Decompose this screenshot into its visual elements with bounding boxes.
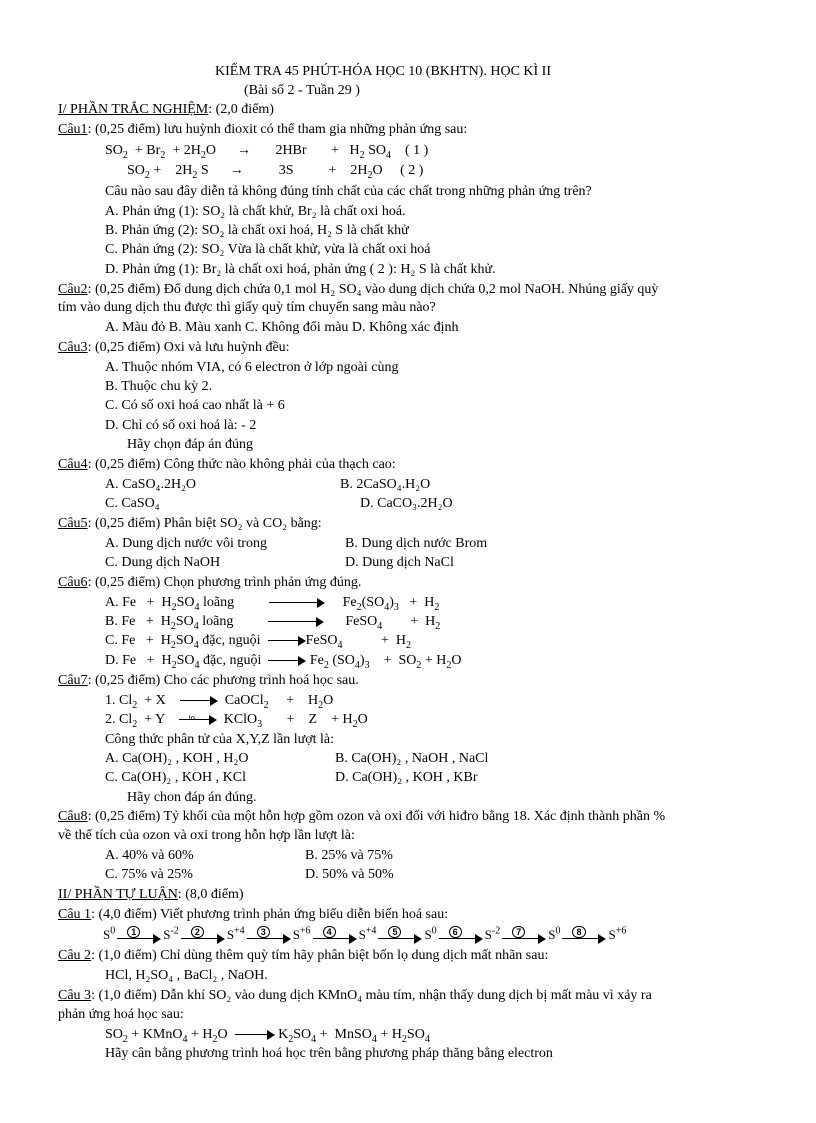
e3-equation: $SO_2$ + KMnO$_4$ + $H_2O$ $K_2SO_4$ + MnSO$_4$ + $H_2SO_4$ bbox=[105, 1027, 430, 1045]
e3-text-cont: phản ứng hoá học sau: bbox=[58, 1007, 184, 1022]
q3-label: Câu3 bbox=[58, 340, 88, 355]
q5-label: Câu5 bbox=[58, 516, 88, 531]
q7-instruction: Hãy chon đáp án đúng. bbox=[127, 790, 257, 805]
q4-option-a: A. CaSO₄.2H₂O bbox=[105, 477, 197, 492]
q8-label: Câu8 bbox=[58, 809, 88, 824]
q1-option-c: C. Phản ứng (2): SO₂ Vừa là chất khử, vừa là chất oxi hoá bbox=[105, 242, 431, 257]
part1-title: I/ PHẦN TRẮC NGHIỆM bbox=[58, 102, 209, 117]
q8-option-d: D. 50% và 50% bbox=[305, 867, 394, 882]
q1-stem bbox=[58, 121, 467, 139]
q5-text: : (0,25 điểm) Phân biệt SO₂ và CO₂ bằng: bbox=[87, 516, 322, 531]
q8-option-a: A. 40% và 60% bbox=[105, 848, 194, 863]
q5-stem bbox=[58, 515, 322, 533]
e2-text: : (1,0 điểm) Chỉ dùng thêm quỳ tím hãy phân biệt bốn lọ dung dịch mất nhãn sau: bbox=[91, 948, 549, 963]
e1-label: Câu 1 bbox=[58, 907, 92, 922]
e3-stem bbox=[58, 987, 652, 1005]
q7-option-a: A. Ca(OH)₂ , KOH , H₂O bbox=[105, 751, 249, 766]
q6-label: Câu6 bbox=[58, 575, 88, 590]
q8-text: : (0,25 điểm) Tỷ khối của một hỗn hợp gồm ozon và oxi đối với hiđro bằng 18. Xác định thành phần % bbox=[87, 809, 666, 824]
test-subtitle: (Bài số 2 - Tuần 29 ) bbox=[244, 83, 360, 98]
q6-option-c: C. $Fe + H_2SO_4$ đặc, nguội FeSO$_4$ + $H_2$ bbox=[105, 633, 411, 651]
q3-option-c: C. Có số oxi hoá cao nhất là + 6 bbox=[105, 398, 285, 413]
q6-text: : (0,25 điểm) Chọn phương trình phản ứng đúng. bbox=[87, 575, 362, 590]
q1-option-d: D. Phản ứng (1): Br₂ là chất oxi hoá, phản ứng ( 2 ): H₂ S là chất khử. bbox=[105, 262, 496, 277]
e3-instruction: Hãy cân bằng phương trình hoá học trên bằng phương pháp thăng bằng electron bbox=[105, 1046, 553, 1061]
e1-stem bbox=[58, 906, 448, 924]
q3-instruction: Hãy chọn đáp án đúng bbox=[127, 437, 253, 452]
e2-list: HCl, H₂SO₄ , BaCl₂ , NaOH. bbox=[105, 968, 268, 983]
q7-text: : (0,25 điểm) Cho các phương trình hoá học sau. bbox=[87, 673, 359, 688]
q1-reaction-1: $SO_2 + Br_2 + 2H_2O$ → 2HBr + $H_2$ $SO_4$ ( 1 ) bbox=[105, 143, 429, 161]
q8-text-cont: về thể tích của ozon và oxi trong hỗn hợp lần lượt là: bbox=[58, 828, 355, 843]
e1-conversion-chain: $S^0$ 1 $S^{-2}$ 2 $S^{+4}$ 3 $S^{+6}$ 4 $S^{+4}$ 5 $S^0$ 6 $S^{-2}$ 7 $S^0$ 8 $S^{+6}$ bbox=[103, 925, 627, 942]
q4-option-d: D. CaCO₃.2H₂O bbox=[360, 496, 453, 511]
q7-equation-2: 2. $Cl_2 + Y$ to KClO$_3$ + Z + $H_2O$ bbox=[105, 712, 368, 730]
e1-text: : (4,0 điểm) Viết phương trình phản ứng biểu diễn biến hoá sau: bbox=[91, 907, 449, 922]
part2-heading bbox=[58, 886, 244, 904]
q6-stem bbox=[58, 574, 361, 592]
q4-option-b: B. 2CaSO₄.H₂O bbox=[340, 477, 431, 492]
q7-equation-1: 1. $Cl_2 + X$ CaOCl$_2$ + $H_2O$ bbox=[105, 693, 334, 711]
q7-stem bbox=[58, 672, 359, 690]
q7-question: Công thức phân tử của X,Y,Z lần lượt là: bbox=[105, 732, 334, 747]
e3-label: Câu 3 bbox=[58, 988, 92, 1003]
q4-option-c: C. CaSO₄ bbox=[105, 496, 160, 511]
q5-option-d: D. Dung dịch NaCl bbox=[345, 555, 454, 570]
q3-option-d: D. Chỉ có số oxi hoá là: - 2 bbox=[105, 418, 257, 433]
q1-question: Câu nào sau đây diễn tả không đúng tính chất của các chất trong những phản ứng trên? bbox=[105, 184, 592, 199]
q6-option-a: A. $Fe + H_2SO_4$ loãng $Fe_2(SO_4)_3 + H_2$ bbox=[105, 595, 440, 613]
q4-label: Câu4 bbox=[58, 457, 88, 472]
page-title: KIỂM TRA 45 PHÚT-HÓA HỌC 10 (BKHTN). HỌC KÌ II bbox=[215, 64, 551, 79]
e2-stem bbox=[58, 947, 548, 965]
part1-points: : (2,0 điểm) bbox=[208, 102, 274, 117]
q1-reaction-2: $SO_2$ + $2H_2$ S → 3S + $2H_2O$ ( 2 ) bbox=[127, 163, 424, 181]
e2-label: Câu 2 bbox=[58, 948, 92, 963]
q2-options: A. Màu đỏ B. Màu xanh C. Không đổi màu D. Không xác định bbox=[105, 320, 459, 335]
q3-stem bbox=[58, 339, 290, 357]
q7-option-b: B. Ca(OH)₂ , NaOH , NaCl bbox=[335, 751, 489, 766]
q7-label: Câu7 bbox=[58, 673, 88, 688]
q5-option-b: B. Dung dịch nước Brom bbox=[345, 536, 488, 551]
q7-option-c: C. Ca(OH)₂ , KOH , KCl bbox=[105, 770, 246, 785]
q1-label: Câu1 bbox=[58, 122, 88, 137]
q2-text-cont: tím vào dung dịch thu được thì giấy quỳ tím chuyển sang màu nào? bbox=[58, 300, 436, 315]
q8-option-b: B. 25% và 75% bbox=[305, 848, 393, 863]
q1-option-a: A. Phản ứng (1): SO₂ là chất khử, Br₂ là chất oxi hoá. bbox=[105, 204, 406, 219]
part2-points: : (8,0 điểm) bbox=[177, 887, 244, 902]
q1-option-b: B. Phản ứng (2): SO₂ là chất oxi hoá, H₂ S là chất khử bbox=[105, 223, 409, 238]
q8-stem bbox=[58, 808, 665, 826]
q1-text: : (0,25 điểm) lưu huỳnh đioxit có thể tham gia những phản ứng sau: bbox=[87, 122, 468, 137]
q4-text: : (0,25 điểm) Công thức nào không phải của thạch cao: bbox=[87, 457, 396, 472]
q3-text: : (0,25 điểm) Oxi và lưu huỳnh đều: bbox=[87, 340, 290, 355]
q2-label: Câu2 bbox=[58, 282, 88, 297]
q7-option-d: D. Ca(OH)₂ , KOH , KBr bbox=[335, 770, 478, 785]
part2-title: II/ PHẦN TỰ LUẬN bbox=[58, 887, 178, 902]
q5-option-a: A. Dung dịch nước vôi trong bbox=[105, 536, 267, 551]
q5-option-c: C. Dung dịch NaOH bbox=[105, 555, 221, 570]
q6-option-d: D. $Fe + H_2SO_4$ đặc, nguội $Fe_2$ $(SO_4)_3$ + $SO_2 + H_2O$ bbox=[105, 653, 462, 671]
q4-stem bbox=[58, 456, 396, 474]
q3-option-b: B. Thuộc chu kỳ 2. bbox=[105, 379, 213, 394]
q2-text: : (0,25 điểm) Đổ dung dịch chứa 0,1 mol H₂ SO₄ vào dung dịch chứa 0,2 mol NaOH. Nhúng giấy quỳ bbox=[87, 282, 659, 297]
q8-option-c: C. 75% và 25% bbox=[105, 867, 193, 882]
q6-option-b: B. $Fe + H_2SO_4$ loãng FeSO$_4$ + $H_2$ bbox=[105, 614, 441, 632]
q3-option-a: A. Thuộc nhóm VIA, có 6 electron ở lớp ngoài cùng bbox=[105, 360, 399, 375]
e3-text: : (1,0 điểm) Dẫn khí SO₂ vào dung dịch KMnO₄ màu tím, nhận thấy dung dịch bị mất màu vì xảy ra bbox=[91, 988, 652, 1003]
part1-heading bbox=[58, 101, 274, 119]
q2-stem bbox=[58, 281, 658, 299]
